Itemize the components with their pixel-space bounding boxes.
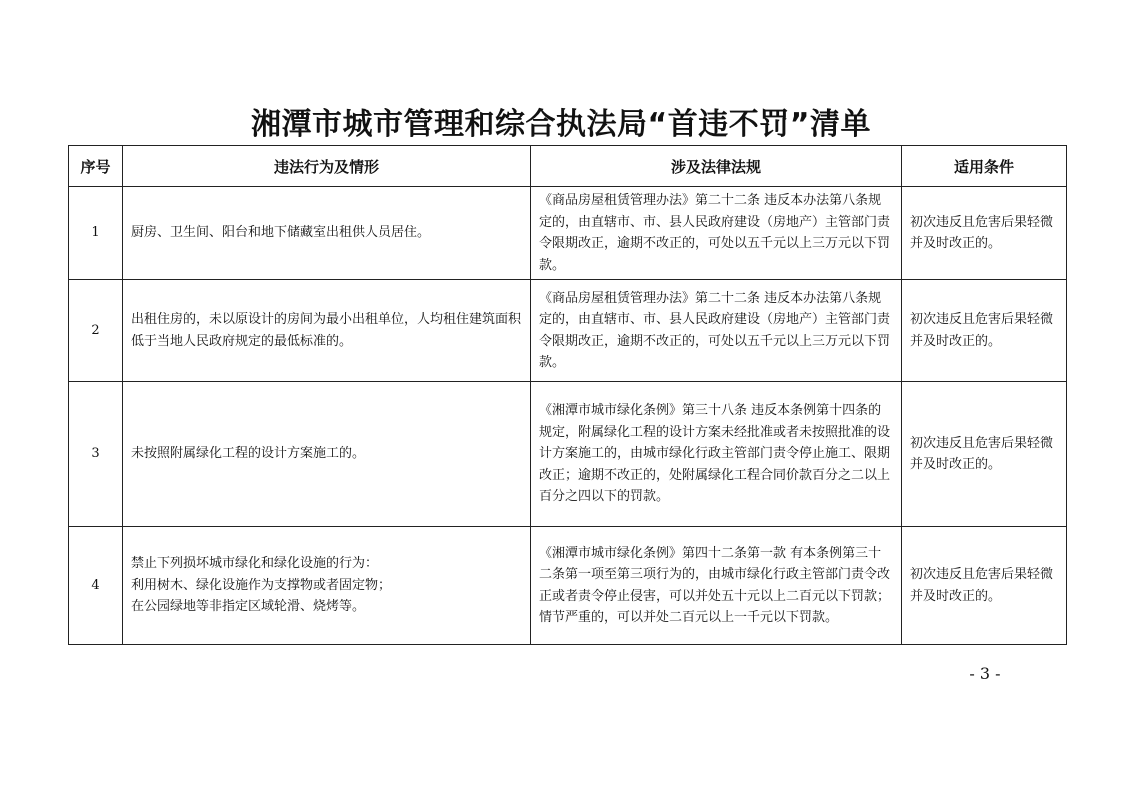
- row-serial-no: 2: [69, 280, 123, 382]
- penalty-list-table: [68, 145, 1067, 645]
- row-legal-basis: 《湘潭市城市绿化条例》第三十八条 违反本条例第十四条的规定，附属绿化工程的设计方案未经批准或者未按照批准的设计方案施工的，由城市绿化行政主管部门责令停止施工、限期改正；逾期不改正的，处附属绿化工程合同价款百分之二以上百分之四以下的罚款。: [531, 382, 902, 527]
- table-row: [69, 280, 1067, 382]
- table-row: [69, 382, 1067, 527]
- table-row: [69, 527, 1067, 645]
- page-title: 湘潭市城市管理和综合执法局“首违不罚”清单: [251, 107, 871, 142]
- row-violation: [123, 527, 531, 645]
- violation-line: 未按照附属绿化工程的设计方案施工的。: [131, 446, 366, 462]
- row-serial-no: 4: [69, 527, 123, 645]
- violation-line: 禁止下列损坏城市绿化和绿化设施的行为：: [131, 556, 379, 572]
- row-serial-no: 1: [69, 187, 123, 280]
- page-number: - 3 -: [969, 664, 1001, 683]
- row-violation: [123, 280, 531, 382]
- header-violation: 违法行为及情形: [123, 146, 531, 187]
- header-legal-basis: 涉及法律法规: [531, 146, 902, 187]
- header-applicable-conditions: 适用条件: [902, 146, 1067, 187]
- row-serial-no: 3: [69, 382, 123, 527]
- violation-line: 厨房、卫生间、阳台和地下储藏室出租供人员居住。: [131, 225, 431, 241]
- row-violation: [123, 382, 531, 527]
- violation-line: 在公园绿地等非指定区域轮滑、烧烤等。: [131, 599, 366, 615]
- table-row: [69, 187, 1067, 280]
- violation-line: 出租住房的，未以原设计的房间为最小出租单位，人均租住建筑面积低于当地人民政府规定的最低标准的。: [131, 312, 522, 349]
- row-applicable-condition: 初次违反且危害后果轻微并及时改正的。: [902, 527, 1067, 645]
- row-legal-basis: 《湘潭市城市绿化条例》第四十二条第一款 有本条例第三十二条第一项至第三项行为的，由城市绿化行政主管部门责令改正或者责令停止侵害，可以并处五十元以上二百元以下罚款；情节严重的，可以并处二百元以上一千元以下罚款。: [531, 527, 902, 645]
- violation-line: 利用树木、绿化设施作为支撑物或者固定物；: [131, 577, 392, 593]
- row-legal-basis: 《商品房屋租赁管理办法》第二十二条 违反本办法第八条规定的，由直辖市、市、县人民政府建设（房地产）主管部门责令限期改正，逾期不改正的，可处以五千元以上三万元以下罚款。: [531, 187, 902, 280]
- row-applicable-condition: 初次违反且危害后果轻微并及时改正的。: [902, 280, 1067, 382]
- table-header-row: [69, 146, 1067, 187]
- row-violation: [123, 187, 531, 280]
- row-applicable-condition: 初次违反且危害后果轻微并及时改正的。: [902, 187, 1067, 280]
- row-legal-basis: 《商品房屋租赁管理办法》第二十二条 违反本办法第八条规定的，由直辖市、市、县人民政府建设（房地产）主管部门责令限期改正，逾期不改正的，可处以五千元以上三万元以下罚款。: [531, 280, 902, 382]
- row-applicable-condition: 初次违反且危害后果轻微并及时改正的。: [902, 382, 1067, 527]
- header-serial-no: 序号: [69, 146, 123, 187]
